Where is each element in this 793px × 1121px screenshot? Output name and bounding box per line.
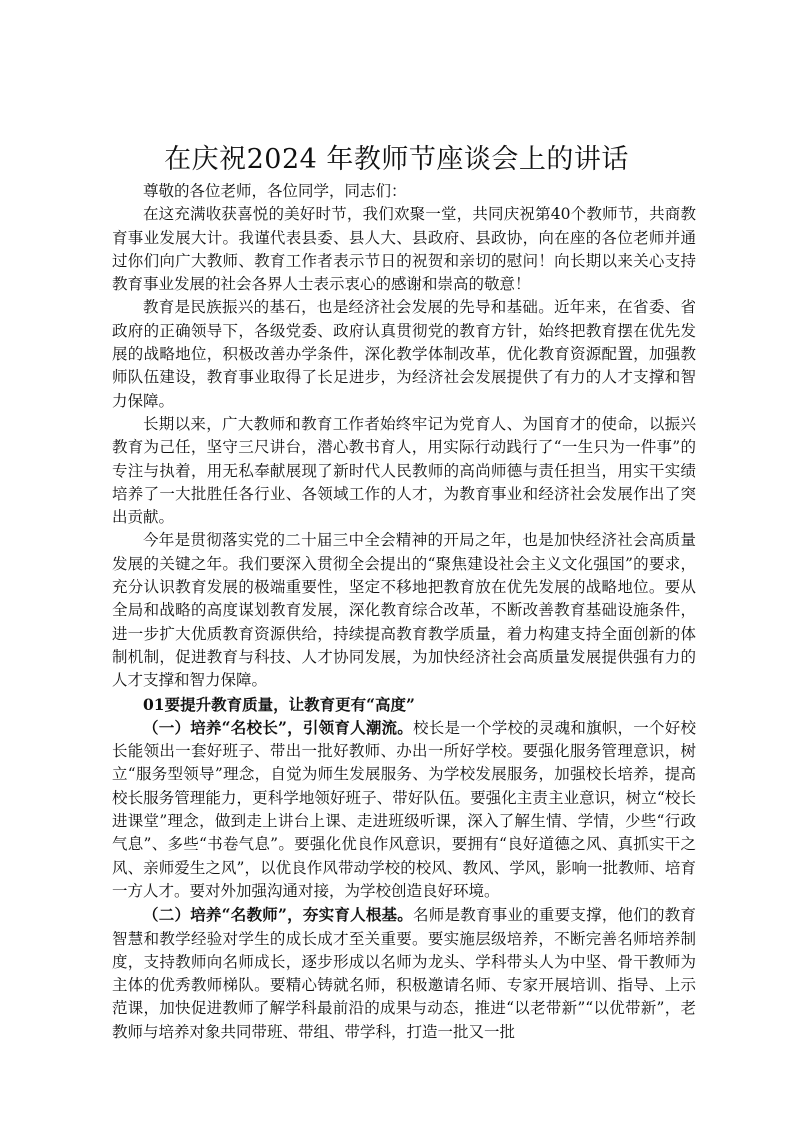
paragraph-3: 长期以来，广大教师和教育工作者始终牢记为党育人、为国育才的使命，以振兴教育为己任，坚守三尺讲台，潜心教书育人，用实际行动践行了“一生只为一件事”的专注与执着，用无私奉献展现了新时代人民教师的高尚师德与责任担当，用实干实绩培养了一大批胜任各行业、各领域工作的人才，为教育事业和经济社会发展作出了突出贡献。 — [112, 414, 696, 527]
paragraph-1: 在这充满收获喜悦的美好时节，我们欢聚一堂，共同庆祝第40个教师节，共商教育事业发展大计。我谨代表县委、县人大、县政府、县政协，向在座的各位老师并通过你们向广大教师、教育工作者表示节日的祝贺和亲切的慰问！向长期以来关心支持教育事业发展的社会各界人士表示衷心的感谢和崇高的敬意！ — [112, 205, 696, 294]
section-heading: 01要提升教育质量，让教育更有“高度” — [143, 694, 415, 714]
subsection-1-text: 校长是一个学校的灵魂和旗帜，一个好校长能领出一套好班子、带出一批好教师、办出一所好学校。要强化服务管理意识，树立“服务型领导”理念，自觉为师生发展服务、为学校发展服务，加强校长培养，提高校长服务管理能力，更科学地领好班子、带好队伍。要强化主责主业意识，树立“校长进课堂”理念，做到走上讲台上课、走进班级听课，深入了解生情、学情，少些“行政气息”、多些“书卷气息”。要强化优良作风意识，要拥有“良好道德之风、真抓实干之风、亲师爱生之风”，以优良作风带动学校的校风、教风、学风，影响一批教师、培育一方人才。要对外加强沟通对接，为学校创造良好环境。 — [112, 718, 696, 900]
document-title: 在庆祝2024 年教师节座谈会上的讲话 — [164, 144, 629, 175]
document-body — [112, 180, 696, 1044]
subsection-1-lead: （一）培养“名校长”，引领育人潮流。 — [143, 717, 414, 737]
paragraph-2: 教育是民族振兴的基石，也是经济社会发展的先导和基础。近年来，在省委、省政府的正确领导下，各级党委、政府认真贯彻党的教育方针，始终把教育摆在优先发展的战略地位，积极改善办学条件，深化教学体制改革，优化教育资源配置，加强教师队伍建设，教育事业取得了长足进步，为经济社会发展提供了有力的人才支撑和智力保障。 — [112, 298, 696, 410]
subsection-2-lead: （二）培养“名教师”，夯实育人根基。 — [143, 905, 414, 925]
paragraph-4: 今年是贯彻落实党的二十届三中全会精神的开局之年，也是加快经济社会高质量发展的关键之年。我们要深入贯彻全会提出的“聚焦建设社会主义文化强国”的要求，充分认识教育发展的极端重要性，坚定不移地把教育放在优先发展的战略地位。要从全局和战略的高度谋划教育发展，深化教育综合改革，不断改善教育基础设施条件，进一步扩大优质教育资源供给，持续提高教育教学质量，着力构建支持全面创新的体制机制，促进教育与科技、人才协同发展，为加快经济社会高质量发展提供强有力的人才支撑和智力保障。 — [112, 531, 696, 690]
subsection-1 — [112, 716, 696, 903]
subsection-2 — [112, 903, 696, 1044]
subsection-2-text: 名师是教育事业的重要支撑，他们的教育智慧和教学经验对学生的成长成才至关重要。要实施层级培养，不断完善名师培养制度，支持教师向名师成长，逐步形成以名师为龙头、学科带头人为中坚、骨干教师为主体的优秀教师梯队。要精心铸就名师，积极邀请名师、专家开展培训、指导、上示范课，加快促进教师了解学科最前沿的成果与动态，推进“以老带新”“以优带新”，老教师与培养对象共同带班、带组、带学科，打造一批又一批 — [112, 906, 696, 1041]
salutation: 尊敬的各位老师，各位同学，同志们： — [143, 182, 407, 200]
